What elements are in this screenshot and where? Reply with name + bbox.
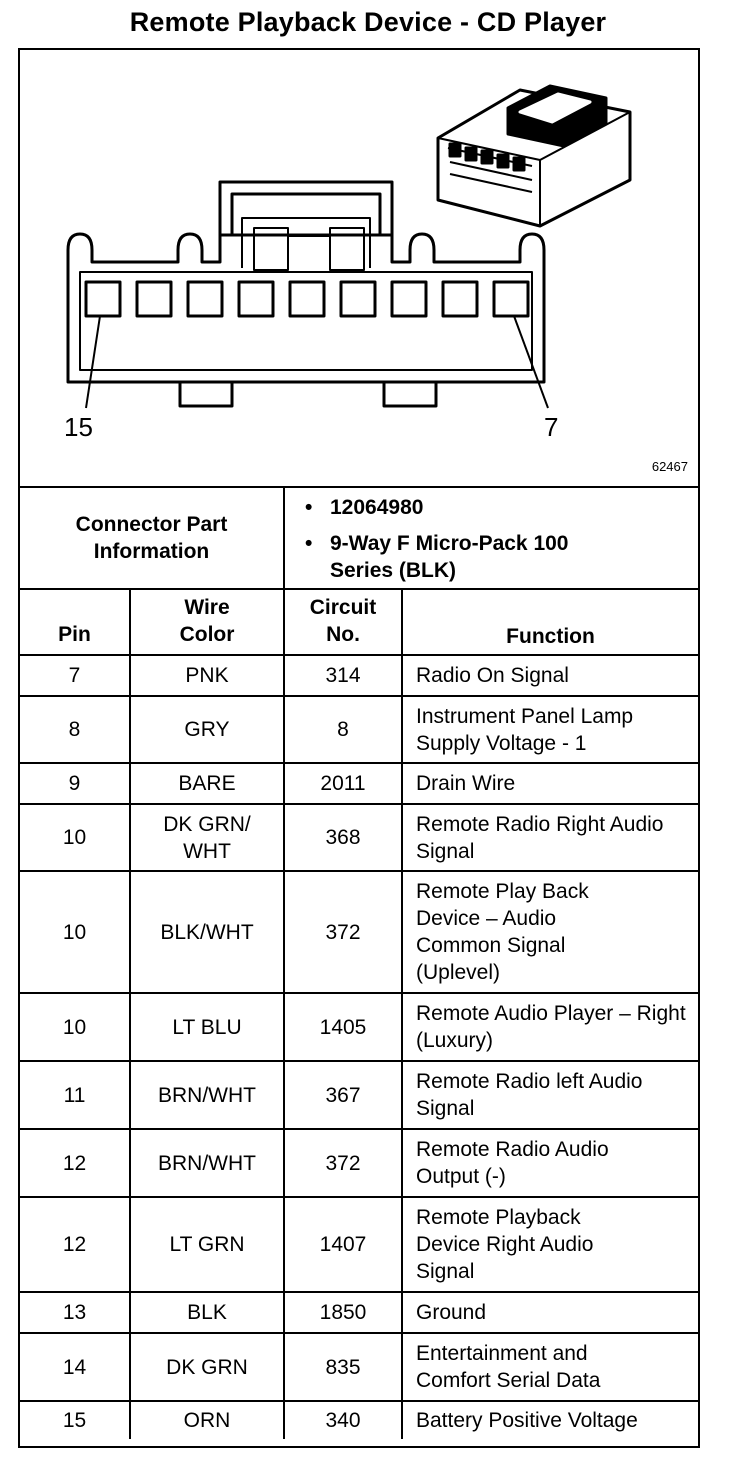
header-pin: Pin xyxy=(20,590,130,655)
table-row: 14 DK GRN 835 Entertainment and Comfort Serial Data xyxy=(20,1333,698,1401)
connector-info-list xyxy=(305,494,590,593)
pinout-table xyxy=(20,590,698,1439)
table-row: 15 ORN 340 Battery Positive Voltage xyxy=(20,1401,698,1439)
header-circuit: Circuit No. xyxy=(284,590,402,655)
table-row: 7 PNK 314 Radio On Signal xyxy=(20,655,698,696)
table-row: 12 BRN/WHT 372 Remote Radio Audio Output (-) xyxy=(20,1129,698,1197)
pin-15-label: 15 xyxy=(64,412,93,442)
table-row: 11 BRN/WHT 367 Remote Radio left Audio Signal xyxy=(20,1061,698,1129)
table-header-row xyxy=(20,590,698,655)
table-row: 13 BLK 1850 Ground xyxy=(20,1292,698,1333)
page-title: Remote Playback Device - CD Player xyxy=(129,7,607,37)
connector-frame xyxy=(18,48,700,1448)
table-row: 8 GRY 8 Instrument Panel Lamp Supply Voltage - 1 xyxy=(20,696,698,763)
table-row: 10 DK GRN/ WHT 368 Remote Radio Right Audio Signal xyxy=(20,804,698,871)
connector-face-illustration xyxy=(20,50,698,486)
table-row: 10 LT BLU 1405 Remote Audio Player – Right (Luxury) xyxy=(20,993,698,1061)
header-function: Function xyxy=(402,590,698,655)
pin-7-label: 7 xyxy=(544,412,559,442)
table-row: 12 LT GRN 1407 Remote Playback Device Right Audio Signal xyxy=(20,1197,698,1292)
table-row: 9 BARE 2011 Drain Wire xyxy=(20,763,698,804)
connector-part-information xyxy=(20,488,698,590)
connector-diagram xyxy=(20,50,698,488)
table-row: 10 BLK/WHT 372 Remote Play Back Device – Audio Common Signal (Uplevel) xyxy=(20,871,698,993)
connector-part-number: • 12064980 xyxy=(305,494,590,521)
connector-info-heading: Connector Part Information xyxy=(20,488,285,588)
figure-code: 62467 xyxy=(651,459,688,474)
connector-type: • 9-Way F Micro-Pack 100 Series (BLK) xyxy=(305,530,590,584)
header-wire-color: Wire Color xyxy=(130,590,284,655)
